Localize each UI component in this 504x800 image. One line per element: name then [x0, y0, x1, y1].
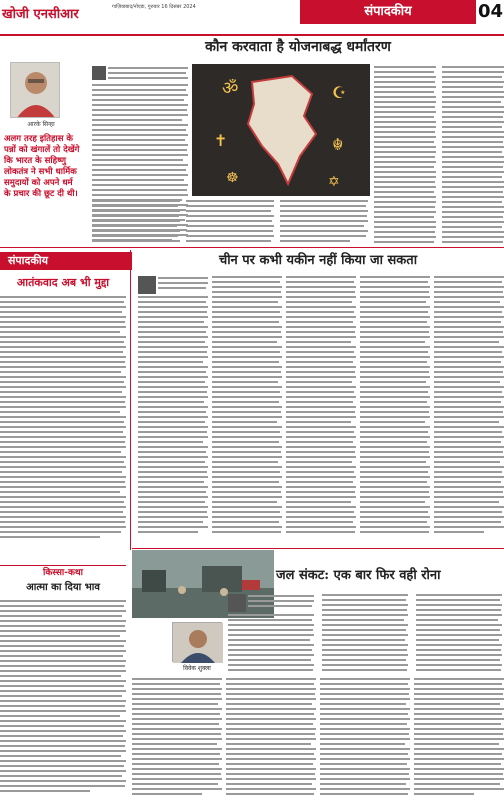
editorial-body-text	[0, 294, 126, 544]
svg-text:☸: ☸	[226, 170, 239, 186]
kissa-headline: आत्मा का दिया भाव	[26, 582, 100, 593]
editorial-headline: आतंकवाद अब भी मुद्दा	[16, 276, 110, 289]
page-number: 04	[478, 1, 504, 22]
kissa-body-text	[0, 598, 126, 798]
section-banner: संपादकीय	[300, 0, 476, 24]
svg-text:✝: ✝	[214, 131, 228, 150]
svg-text:☬: ☬	[332, 135, 344, 154]
water-author-name: विवेक शुक्ला	[183, 665, 211, 672]
svg-text:☪: ☪	[332, 83, 347, 102]
brand-logo: खोजी एनसीआर	[2, 7, 79, 22]
kissa-section-label: किस्सा-कथा	[43, 568, 83, 578]
svg-text:✡: ✡	[328, 174, 340, 190]
water-article-text-top	[228, 592, 504, 678]
kissa-top-rule	[0, 565, 126, 566]
religion-map-illustration	[192, 64, 370, 196]
editorial-section-label: संपादकीय	[0, 252, 132, 270]
column-divider	[130, 250, 131, 550]
main-article-text-below	[92, 198, 370, 248]
author-name: आरके सिन्हा	[27, 121, 55, 128]
kissa-section-bar	[0, 566, 126, 580]
water-crisis-headline: जल संकट: एक बार फिर वही रोना	[276, 568, 441, 583]
china-article-body-text	[138, 274, 504, 546]
section-divider-lower	[132, 548, 504, 549]
author-photo	[10, 62, 60, 118]
author-pull-quote: अलग तरह इतिहास के पन्नों को खंगालें तो देखेंगे कि भारत के सहिष्णु लोकतंत्र ने सभी धार्मिक समुदायों को अपने धर्म के प्रचार की छूट दी थी।	[4, 134, 80, 199]
author-box	[0, 58, 82, 218]
section-divider	[0, 247, 504, 248]
main-headline: कौन करवाता है योजनाबद्ध धर्मांतरण	[205, 39, 391, 55]
water-article-text-bottom	[132, 676, 504, 798]
dateline: गाज़ियाबाद/नोएडा, गुरुवार 16 दिसंबर 2024	[112, 4, 196, 10]
svg-text:ॐ: ॐ	[222, 78, 239, 99]
masthead	[0, 0, 504, 36]
china-article-headline: चीन पर कभी यकीन नहीं किया जा सकता	[218, 253, 418, 268]
water-author-photo	[172, 622, 222, 662]
